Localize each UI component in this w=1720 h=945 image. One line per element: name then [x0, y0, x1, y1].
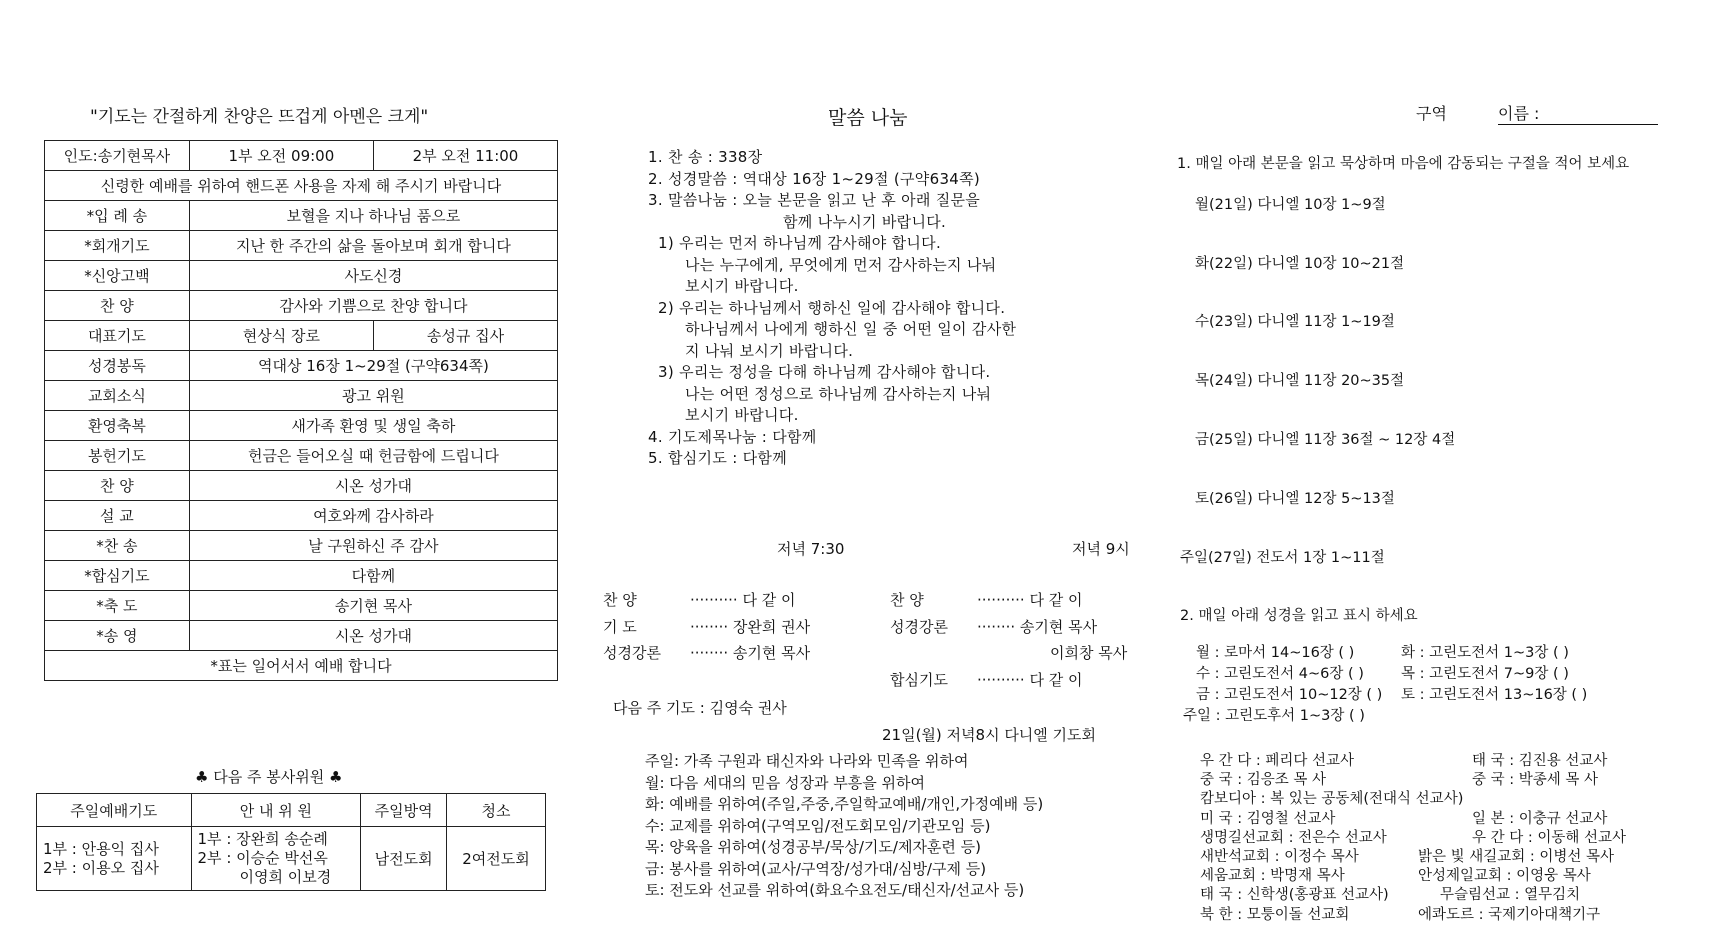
- name-field[interactable]: 이름 :: [1498, 101, 1658, 125]
- order-label: 환영축복: [45, 411, 190, 441]
- order-label: 봉헌기도: [45, 441, 190, 471]
- reading-item: 수(23일) 다니엘 11장 1~19절: [1195, 314, 1395, 330]
- checklist-row: [1183, 643, 1587, 664]
- order-value: 시온 성가대: [189, 471, 557, 501]
- mission-item: 태 국 : 김진용 선교사: [1472, 753, 1608, 769]
- reading-item: 월(21일) 다니엘 10장 1~9절: [1195, 197, 1386, 213]
- question-2: 2. 매일 아래 성경을 읽고 표시 하세요: [1180, 608, 1418, 624]
- table-row: [45, 591, 558, 621]
- guide-cell: [191, 827, 361, 891]
- order-value: 시온 성가대: [189, 621, 557, 651]
- order-label: *신앙고백: [45, 261, 190, 291]
- list-item: 하나님께서 나에게 행하신 일 중 어떤 일이 감사한: [685, 320, 1017, 338]
- ev-right-value: ·········· 다 같 이: [977, 671, 1083, 689]
- order-label: 대표기도: [45, 321, 190, 351]
- missionary-list: [1200, 752, 1626, 925]
- order-label: 성경봉독: [45, 351, 190, 381]
- sermon-sharing-title: 말씀 나눔: [828, 107, 908, 129]
- prayer-line: 1부 : 안용익 집사: [43, 839, 159, 858]
- mission-row: [1200, 848, 1626, 867]
- order-label: 설 교: [45, 501, 190, 531]
- table-row: [45, 291, 558, 321]
- table-row: [45, 231, 558, 261]
- ev-right-label: 합심기도: [890, 671, 948, 689]
- order-value: 송기현 목사: [189, 591, 557, 621]
- order-value: 역대상 16장 1~29절 (구약634쪽): [189, 351, 557, 381]
- checklist-row: [1183, 664, 1587, 685]
- mission-item: 안성제일교회 : 이영웅 목사: [1418, 868, 1591, 885]
- order-value: 광고 위원: [189, 381, 557, 411]
- order-label: *축 도: [45, 591, 190, 621]
- prayer-topic: 수: 교제를 위하여(구역모임/전도회모임/기관모임 등): [645, 816, 991, 835]
- table-row: [45, 261, 558, 291]
- evening-9-label: 저녁 9시: [1072, 540, 1130, 558]
- reading-checklist: [1183, 643, 1587, 727]
- list-item: 나는 누구에게, 무엇에게 먼저 감사하는지 나눠: [685, 255, 997, 274]
- header-prayer: 주일예배기도: [37, 794, 192, 827]
- prayer-topic: 월: 다음 세대의 믿음 성장과 부흥을 위하여: [645, 773, 925, 792]
- list-item: 보시기 바랍니다.: [685, 406, 799, 424]
- mission-row: [1200, 829, 1626, 848]
- table-row: [45, 351, 558, 381]
- ev-left-label: 찬 양: [603, 591, 637, 609]
- list-item: 2. 성경말씀 : 역대상 16장 1~29절 (구약634쪽): [648, 169, 981, 188]
- checklist-row: [1183, 706, 1587, 727]
- prayer-topic: 목: 양육을 위하여(성경공부/묵상/기도/제자훈련 등): [645, 838, 982, 856]
- evening-730-label: 저녁 7:30: [777, 540, 845, 558]
- header-guide: 안 내 위 원: [191, 794, 361, 827]
- quarantine-cell: 남전도회: [361, 827, 447, 891]
- order-label: *송 영: [45, 621, 190, 651]
- table-row: [45, 561, 558, 591]
- mission-row: [1200, 790, 1626, 809]
- order-label: 찬 양: [45, 471, 190, 501]
- prayer-elder-1: 현상식 장로: [189, 321, 373, 351]
- order-value: 다함께: [189, 561, 557, 591]
- order-value: 여호와께 감사하라: [189, 501, 557, 531]
- reading-item: 토(26일) 다니엘 12장 5~13절: [1195, 491, 1395, 507]
- mission-item: 생명길선교회 : 전은수 선교사: [1200, 829, 1387, 846]
- order-value: 새가족 환영 및 생일 축하: [189, 411, 557, 441]
- daniel-prayer-meeting: 21일(월) 저녁8시 다니엘 기도회: [882, 726, 1097, 744]
- prayer-topic: 토: 전도와 선교를 위하여(화요수요전도/태신자/선교사 등): [645, 881, 1025, 899]
- guide-line: 1부 : 장완희 송순례: [197, 830, 328, 848]
- order-value: 지난 한 주간의 삶을 돌아보며 회개 합니다: [189, 231, 557, 261]
- checklist-item: 화 : 고린도전서 1~3장 ( ): [1401, 645, 1569, 661]
- order-label: *입 례 송: [45, 201, 190, 231]
- guide-line: 이영희 이보경: [239, 868, 332, 886]
- order-label: 찬 양: [45, 291, 190, 321]
- checklist-item: 수 : 고린도전서 4~6장 ( ): [1196, 666, 1364, 682]
- list-item: 나는 어떤 정성으로 하나님께 감사하는지 나눠: [685, 384, 992, 403]
- checklist-item: 월 : 로마서 14~16장 ( ): [1196, 645, 1355, 661]
- table-row: [37, 827, 546, 891]
- mission-item: 북 한 : 모퉁이돌 선교회: [1200, 906, 1350, 923]
- prayer-line: 2부 : 이용오 집사: [43, 858, 159, 877]
- order-label: *회개기도: [45, 231, 190, 261]
- ev-right-label: 찬 양: [890, 591, 924, 609]
- worship-order-table: [44, 140, 558, 681]
- list-item: 함께 나누시기 바랍니다.: [783, 212, 947, 231]
- next-week-prayer: 다음 주 기도 : 김영숙 권사: [613, 699, 787, 717]
- sermon-sharing-list: [648, 147, 1016, 470]
- table-row: [45, 501, 558, 531]
- checklist-row: [1183, 685, 1587, 706]
- reading-item: 목(24일) 다니엘 11장 20~35절: [1195, 373, 1405, 389]
- guide-line: 2부 : 이승순 박선옥: [197, 849, 328, 867]
- service2-time: 2부 오전 11:00: [373, 141, 557, 171]
- order-label: *찬 송: [45, 531, 190, 561]
- table-row: [45, 171, 558, 201]
- ev-left-label: 성경강론: [603, 644, 661, 662]
- mission-item: 중 국 : 김응조 목 사: [1200, 772, 1326, 789]
- order-label: 교회소식: [45, 381, 190, 411]
- table-row: [45, 531, 558, 561]
- list-item: 보시기 바랍니다.: [685, 277, 799, 295]
- next-week-title: ♣ 다음 주 봉사위원 ♣: [195, 768, 343, 786]
- reading-item: 화(22일) 다니엘 10장 10~21절: [1195, 256, 1405, 272]
- prayer-topic: 금: 봉사를 위하여(교사/구역장/성가대/심방/구제 등): [645, 859, 987, 878]
- list-item: 2) 우리는 하나님께서 행하신 일에 감사해야 합니다.: [658, 298, 1006, 317]
- mission-item: 에콰도르 : 국제기아대책기구: [1418, 906, 1601, 923]
- ev-right-value: ·········· 다 같 이: [977, 591, 1083, 609]
- mission-item: 일 본 : 이충규 선교사: [1472, 810, 1608, 827]
- next-week-table: [36, 793, 546, 891]
- table-row: [45, 201, 558, 231]
- reading-sunday: 주일(27일) 전도서 1장 1~11절: [1180, 550, 1385, 566]
- table-row: [45, 651, 558, 681]
- prayer-cell: [37, 827, 192, 891]
- mission-row: [1200, 810, 1626, 829]
- list-item: 5. 합심기도 : 다함께: [648, 449, 787, 467]
- list-item: 1. 찬 송 : 338장: [648, 148, 763, 166]
- mission-item: 중 국 : 박종세 목 사: [1472, 772, 1598, 789]
- mission-row: [1200, 752, 1626, 771]
- list-item: 1) 우리는 먼저 하나님께 감사해야 합니다.: [658, 234, 942, 252]
- ev-left-label: 기 도: [603, 618, 637, 636]
- header-cleaning: 청소: [447, 794, 546, 827]
- mission-item: 미 국 : 김영철 선교사: [1200, 810, 1336, 827]
- list-item: 지 나눠 보시기 바랍니다.: [685, 341, 854, 360]
- ev-left-value: ·········· 다 같 이: [690, 591, 796, 609]
- mission-row: [1200, 771, 1626, 790]
- cleaning-cell: 2여전도회: [447, 827, 546, 891]
- ev-left-value: ········ 장완희 권사: [690, 618, 811, 636]
- order-value: 헌금은 들어오실 때 헌금함에 드립니다: [189, 441, 557, 471]
- order-value: 감사와 기쁨으로 찬양 합니다: [189, 291, 557, 321]
- district-label: 구역: [1416, 104, 1447, 123]
- order-value: 사도신경: [189, 261, 557, 291]
- phone-notice: 신령한 예배를 위하여 핸드폰 사용을 자제 해 주시기 바랍니다: [45, 171, 558, 201]
- ev-right-label: 성경강론: [890, 618, 948, 636]
- mission-item: 우 간 다 : 이동해 선교사: [1472, 829, 1626, 846]
- mission-item: 태 국 : 신학생(홍광표 선교사): [1200, 887, 1389, 904]
- list-item: 3) 우리는 정성을 다해 하나님께 감사해야 합니다.: [658, 363, 991, 381]
- mission-row: [1200, 906, 1626, 925]
- list-item: 3. 말씀나눔 : 오늘 본문을 읽고 난 후 아래 질문을: [648, 191, 981, 209]
- checklist-item: 목 : 고린도전서 7~9장 ( ): [1401, 666, 1569, 682]
- prayer-topic: 화: 예배를 위하여(주일,주중,주일학교예배/개인,가정예배 등): [645, 795, 1044, 813]
- mission-row: [1200, 867, 1626, 886]
- reading-item: 금(25일) 다니엘 11장 36절 ~ 12장 4절: [1195, 432, 1456, 448]
- ev-right-value: ········ 송기현 목사: [977, 618, 1098, 636]
- prayer-topics-list: [645, 751, 1043, 902]
- order-label: *합심기도: [45, 561, 190, 591]
- table-row: [45, 141, 558, 171]
- table-row: [45, 321, 558, 351]
- list-item: 4. 기도제목나눔 : 다함께: [648, 427, 817, 446]
- table-row: [45, 621, 558, 651]
- ev-left-value: ········ 송기현 목사: [690, 644, 811, 662]
- table-row: [45, 381, 558, 411]
- service1-time: 1부 오전 09:00: [189, 141, 373, 171]
- checklist-item: 주일 : 고린도후서 1~3장 ( ): [1183, 708, 1365, 724]
- mission-item: 밝은 빛 새길교회 : 이병선 목사: [1418, 849, 1615, 866]
- table-row: [45, 411, 558, 441]
- mission-item: 세움교회 : 박명재 목사: [1200, 868, 1345, 885]
- motto: "기도는 간절하게 찬양은 뜨겁게 아멘은 크게": [90, 107, 429, 127]
- mission-row: [1200, 886, 1626, 905]
- header-quarantine: 주일방역: [361, 794, 447, 827]
- checklist-item: 금 : 고린도전서 10~12장 ( ): [1196, 687, 1383, 703]
- table-row: [37, 794, 546, 827]
- question-1: 1. 매일 아래 본문을 읽고 묵상하며 마음에 감동되는 구절을 적어 보세요: [1177, 156, 1630, 172]
- mission-item: 무슬림선교 : 열무김치: [1440, 887, 1581, 904]
- prayer-elder-2: 송성규 집사: [373, 321, 557, 351]
- checklist-item: 토 : 고린도전서 13~16장 ( ): [1401, 687, 1588, 703]
- prayer-topic: 주일: 가족 구원과 태신자와 나라와 민족을 위하여: [645, 752, 969, 770]
- table-row: [45, 471, 558, 501]
- ev-right-value: 이희창 목사: [1050, 644, 1128, 662]
- mission-item: 새반석교회 : 이정수 목사: [1200, 849, 1359, 866]
- mission-item: 캄보디아 : 복 있는 공동체(전대식 선교사): [1200, 791, 1464, 808]
- standing-note: *표는 일어서서 예배 합니다: [45, 651, 558, 681]
- mission-item: 우 간 다 : 페리다 선교사: [1200, 753, 1354, 769]
- order-value: 날 구원하신 주 감사: [189, 531, 557, 561]
- leader-cell: 인도:송기현목사: [45, 141, 190, 171]
- order-value: 보혈을 지나 하나님 품으로: [189, 201, 557, 231]
- table-row: [45, 441, 558, 471]
